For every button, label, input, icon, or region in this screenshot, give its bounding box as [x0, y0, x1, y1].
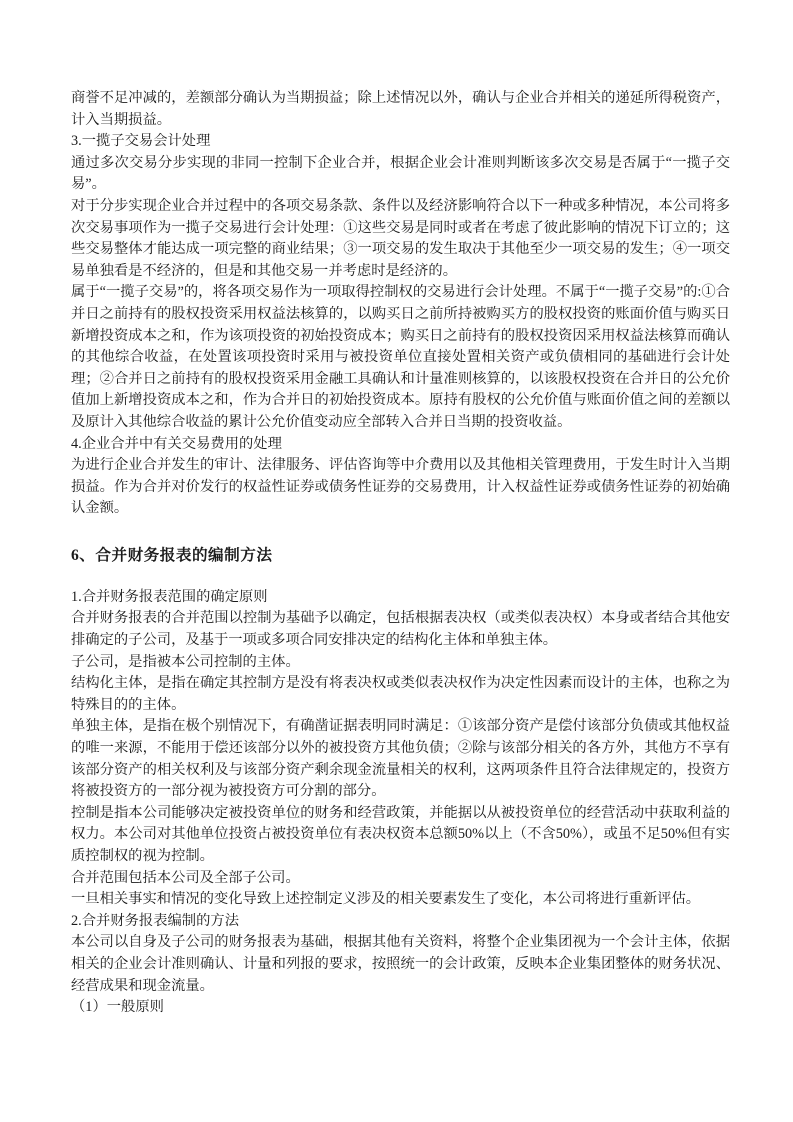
paragraph: 属于“一揽子交易”的，将各项交易作为一项取得控制权的交易进行会计处理。不属于“一揽子交易”的:①合并日之前持有的股权投资采用权益法核算的，以购买日之前所持被购买方的股权投资的账面价值与购买日新增投资成本之和，作为该项投资的初始投资成本；购买日之前持有的股权投资因采用权益法核算而确认的其他综合收益，在处置该项投资时采用与被投资单位直接处置相关资产或负债相同的基础进行会计处理；②合并日之前持有的股权投资采用金融工具确认和计量准则核算的，以该股权投资在合并日的公允价值加上新增投资成本之和，作为合并日的初始投资成本。原持有股权的公允价值与账面价值之间的差额以及原计入其他综合收益的累计公允价值变动应全部转入合并日当期的投资收益。 — [71, 284, 730, 430]
paragraph: 4.企业合并中有关交易费用的处理 — [71, 435, 282, 452]
document-content — [71, 88, 730, 1019]
paragraph: 1.合并财务报表范围的确定原则 — [71, 588, 268, 605]
paragraph: 一旦相关事实和情况的变化导致上述控制定义涉及的相关要素发生了变化，本公司将进行重新评估。 — [71, 891, 701, 908]
section-heading: 6、合并财务报表的编制方法 — [71, 546, 273, 564]
paragraph: 合并财务报表的合并范围以控制为基础予以确定，包括根据表决权（或类似表决权）本身或者结合其他安排确定的子公司，及基于一项或多项合同安排决定的结构化主体和单独主体。 — [71, 610, 730, 649]
paragraph: 3.一揽子交易会计处理 — [71, 133, 211, 150]
paragraph: 为进行企业合并发生的审计、法律服务、评估咨询等中介费用以及其他相关管理费用，于发生时计入当期损益。作为合并对价发行的权益性证券或债务性证券的交易费用，计入权益性证券或债务性证券的初始确认金额。 — [71, 457, 730, 517]
paragraph: （1）一般原则 — [71, 999, 164, 1016]
paragraph: 子公司，是指被本公司控制的主体。 — [71, 653, 300, 670]
paragraph: 商誉不足冲减的，差额部分确认为当期损益；除上述情况以外，确认与企业合并相关的递延所得税资产，计入当期损益。 — [71, 90, 730, 128]
paragraph: 2.合并财务报表编制的方法 — [71, 912, 239, 929]
paragraph: 本公司以自身及子公司的财务报表为基础，根据其他有关资料，将整个企业集团视为一个会计主体，依据相关的企业会计准则确认、计量和列报的要求，按照统一的会计政策，反映本企业集团整体的财务状况、经营成果和现金流量。 — [71, 934, 730, 994]
paragraph: 单独主体，是指在极个别情况下，有确凿证据表明同时满足：①该部分资产是偿付该部分负债或其他权益的唯一来源，不能用于偿还该部分以外的被投资方其他负债；②除与该部分相关的各方外，其他方不享有该部分资产的相关权利及与该部分资产剩余现金流量相关的权利，这两项条件且符合法律规定的，投资方将被投资方的一部分视为被投资方可分割的部分。 — [71, 718, 730, 800]
paragraph: 对于分步实现企业合并过程中的各项交易条款、条件以及经济影响符合以下一种或多种情况，本公司将多次交易事项作为一揽子交易进行会计处理：①这些交易是同时或者在考虑了彼此影响的情况下订立的；这些交易整体才能达成一项完整的商业结果；③一项交易的发生取决于其他至少一项交易的发生；④一项交易单独看是不经济的，但是和其他交易一并考虑时是经济的。 — [71, 197, 730, 279]
paragraph: 通过多次交易分步实现的非同一控制下企业合并，根据企业会计准则判断该多次交易是否属于“一揽子交易”。 — [71, 154, 730, 193]
paragraph: 结构化主体，是指在确定其控制方是没有将表决权或类似表决权作为决定性因素而设计的主体，也称之为特殊目的的主体。 — [71, 675, 730, 713]
paragraph: 合并范围包括本公司及全部子公司。 — [71, 869, 300, 886]
paragraph: 控制是指本公司能够决定被投资单位的财务和经营政策，并能据以从被投资单位的经营活动中获取利益的权力。本公司对其他单位投资占被投资单位有表决权资本总额50%以上（不含50%），或虽不足50%但有实质控制权的视为控制。 — [71, 804, 730, 864]
